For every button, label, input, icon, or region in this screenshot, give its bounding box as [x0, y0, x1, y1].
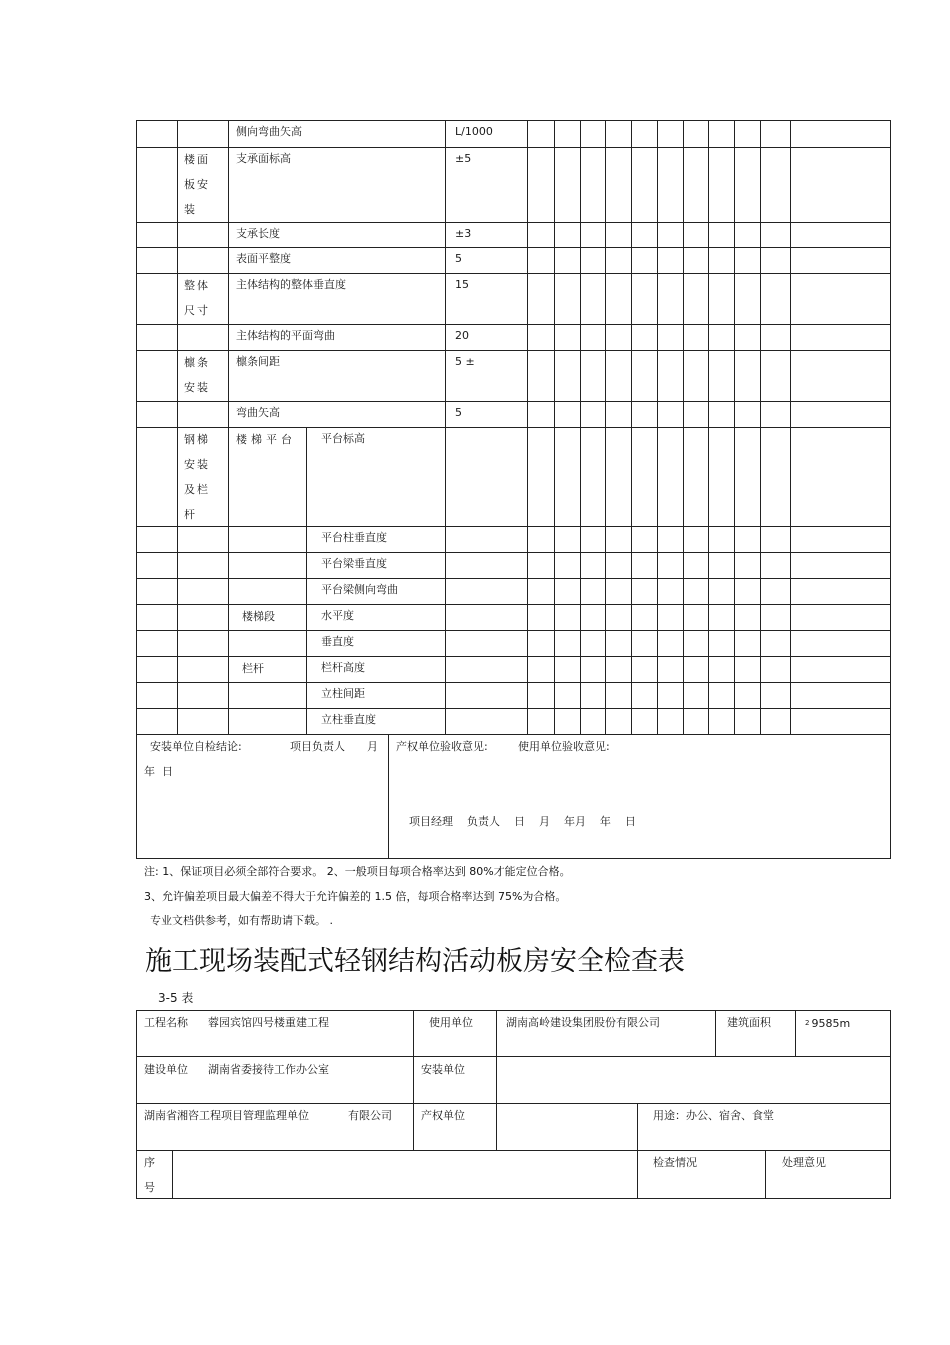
self-check-label: 安装单位自检结论: — [150, 740, 242, 753]
row-tolerance: ±3 — [455, 227, 472, 240]
supervisor-right: 有限公司 — [348, 1109, 392, 1122]
handling-label: 处理意见 — [782, 1156, 826, 1169]
owner-opinion-label: 产权单位验收意见: — [396, 740, 488, 753]
note-line-1: 注: 1、保证项目必须全部符合要求。 2、一般项目每项合格率达到 80%才能定位合格。 — [144, 865, 571, 878]
row-item-label: 檩条安装 — [184, 356, 210, 394]
row-sub-label: 楼梯平台 — [236, 433, 296, 446]
row-check-item: 主体结构的平面弯曲 — [236, 329, 335, 342]
note-line-2: 3、允许偏差项目最大偏差不得大于允许偏差的 1.5 倍，每项合格率达到 75%为合格。 — [144, 890, 567, 903]
user-opinion-label: 使用单位验收意见: — [518, 740, 610, 753]
month-label: 月 — [367, 740, 378, 753]
form-title: 施工现场装配式轻钢结构活动板房安全检查表 — [145, 946, 685, 977]
row-tolerance: ±5 — [455, 152, 472, 165]
project-name-value: 蓉园宾馆四号楼重建工程 — [208, 1016, 329, 1029]
installer-label: 安装单位 — [421, 1063, 465, 1076]
seq-label: 序号 — [144, 1156, 155, 1194]
row-sub-label: 楼梯段 — [242, 610, 275, 623]
user-unit-value: 湖南高岭建设集团股份有限公司 — [506, 1016, 660, 1029]
row-check-item: 支承长度 — [236, 227, 280, 240]
row-check-item: 主体结构的整体垂直度 — [236, 278, 346, 291]
row-check-item: 平台柱垂直度 — [321, 531, 387, 544]
supervisor-left: 湖南省湘咨工程项目管理监理单位 — [144, 1109, 309, 1122]
note-line-3: 专业文档供参考，如有帮助请下载。 . — [150, 914, 333, 927]
user-unit-label: 使用单位 — [429, 1016, 473, 1029]
project-name-label: 工程名称 — [144, 1016, 188, 1029]
row-item-label: 楼面板安装 — [184, 153, 210, 216]
year-day-label: 年 日 — [144, 765, 173, 778]
row-tolerance: 20 — [455, 329, 469, 342]
usage-value: 用途：办公、宿舍、食堂 — [653, 1109, 774, 1122]
owner-unit-label: 产权单位 — [421, 1109, 465, 1122]
row-tolerance: 5 — [455, 252, 462, 265]
signature-line: 项目经理 负责人 日 月 年月 年 日 — [409, 815, 636, 828]
row-check-item: 水平度 — [321, 609, 354, 622]
builder-value: 湖南省委接待工作办公室 — [208, 1063, 329, 1076]
table-number: 3-5 表 — [158, 991, 194, 1005]
row-check-item: 平台梁侧向弯曲 — [321, 583, 398, 596]
row-check-item: 侧向弯曲矢高 — [236, 125, 302, 138]
project-lead-label: 项目负责人 — [290, 740, 345, 753]
builder-label: 建设单位 — [144, 1063, 188, 1076]
row-check-item: 栏杆高度 — [321, 661, 365, 674]
row-check-item: 平台梁垂直度 — [321, 557, 387, 570]
area-label: 建筑面积 — [727, 1016, 771, 1029]
row-check-item: 支承面标高 — [236, 152, 291, 165]
row-item-label: 钢梯安装及栏杆 — [184, 433, 210, 521]
row-check-item: 垂直度 — [321, 635, 354, 648]
row-tolerance: 5 ± — [455, 355, 475, 368]
row-tolerance: L/1000 — [455, 125, 493, 138]
row-check-item: 立柱垂直度 — [321, 713, 376, 726]
row-tolerance: 15 — [455, 278, 469, 291]
row-check-item: 立柱间距 — [321, 687, 365, 700]
row-sub-label: 栏杆 — [242, 662, 264, 675]
row-check-item: 平台标高 — [321, 432, 365, 445]
inspection-label: 检查情况 — [653, 1156, 697, 1169]
row-check-item: 表面平整度 — [236, 252, 291, 265]
row-check-item: 檩条间距 — [236, 355, 280, 368]
area-value: $^2$ 9585m — [805, 1017, 851, 1030]
row-tolerance: 5 — [455, 406, 462, 419]
row-check-item: 弯曲矢高 — [236, 406, 280, 419]
row-item-label: 整体尺寸 — [184, 279, 210, 317]
